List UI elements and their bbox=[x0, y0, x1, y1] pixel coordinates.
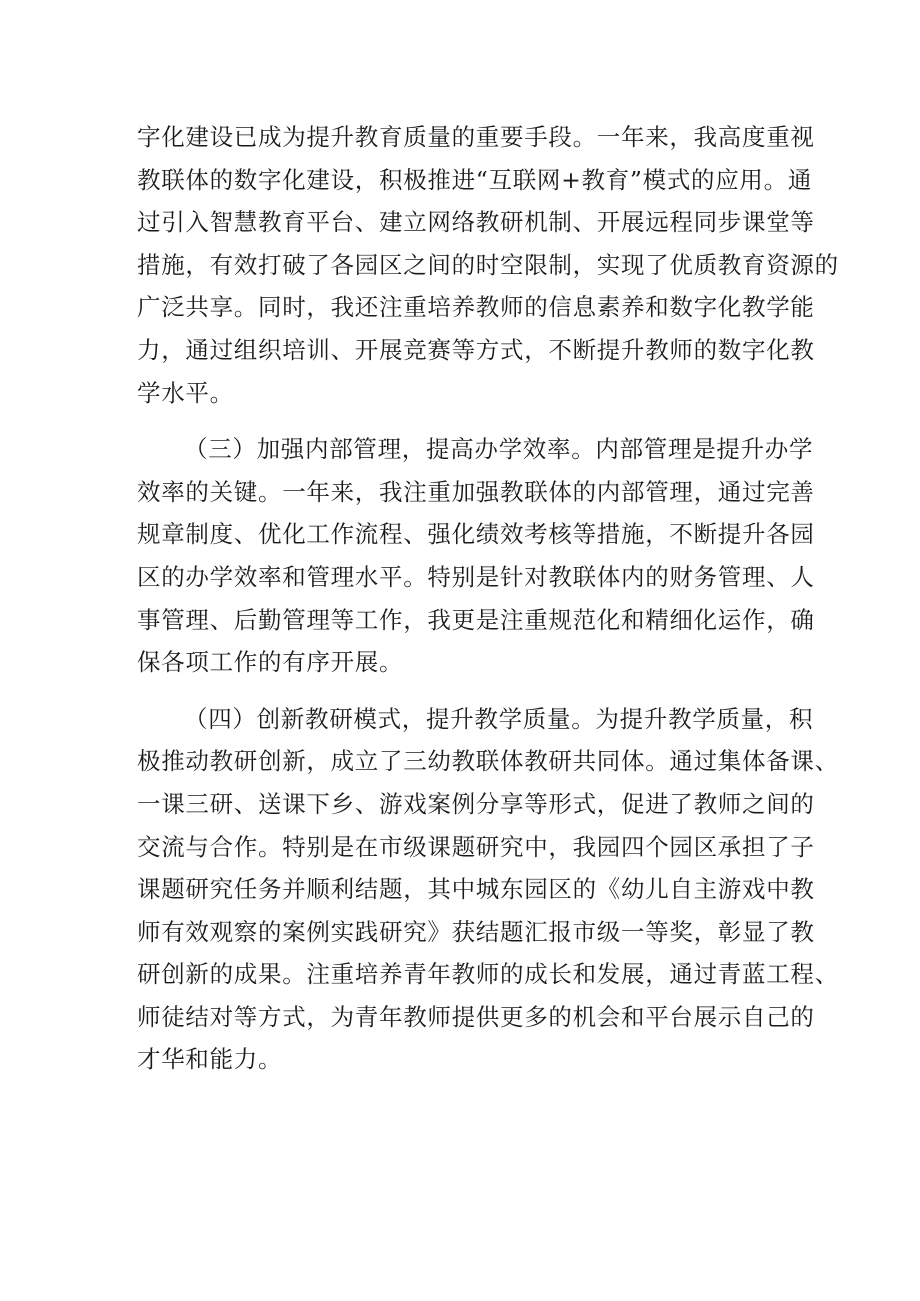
text-line: 保各项工作的有序开展。 bbox=[137, 648, 404, 677]
text-line: 交流与合作。特别是在市级课题研究中，我园四个园区承担了子 bbox=[137, 832, 815, 861]
paragraph-internal-management bbox=[137, 428, 815, 684]
text-line: （四）创新教研模式，提升教学质量。为提升教学质量，积 bbox=[184, 704, 814, 733]
text-line: 教联体的数字化建设，积极推进“互联网+教育”模式的应用。通 bbox=[137, 165, 813, 194]
text-line: 师徒结对等方式，为青年教师提供更多的机会和平台展示自己的 bbox=[137, 1002, 815, 1031]
text-line: 极推动教研创新，成立了三幼教联体教研共同体。通过集体备课、 bbox=[137, 747, 839, 776]
text-line: 效率的关键。一年来，我注重加强教联体的内部管理，通过完善 bbox=[137, 477, 815, 506]
text-line: 字化建设已成为提升教育质量的重要手段。一年来，我高度重视 bbox=[137, 123, 815, 151]
text-line: 研创新的成果。注重培养青年教师的成长和发展，通过青蓝工程、 bbox=[137, 960, 839, 989]
text-line: 一课三研、送课下乡、游戏案例分享等形式，促进了教师之间的 bbox=[137, 789, 815, 818]
paragraph-teaching-research bbox=[137, 698, 839, 1081]
text-line: 师有效观察的案例实践研究》获结题汇报市级一等奖，彰显了教 bbox=[137, 917, 815, 946]
text-line: 规章制度、优化工作流程、强化绩效考核等措施，不断提升各园 bbox=[137, 520, 815, 549]
text-line: 区的办学效率和管理水平。特别是针对教联体内的财务管理、人 bbox=[137, 562, 815, 591]
text-line: 措施，有效打破了各园区之间的时空限制，实现了优质教育资源的 bbox=[137, 250, 839, 279]
text-line: 课题研究任务并顺利结题，其中城东园区的《幼儿自主游戏中教 bbox=[137, 875, 815, 904]
text-line: 事管理、后勤管理等工作，我更是注重规范化和精细化运作，确 bbox=[137, 605, 815, 634]
text-line: 学水平。 bbox=[137, 378, 234, 407]
paragraph-digitalization bbox=[137, 116, 839, 414]
text-line: 才华和能力。 bbox=[137, 1045, 283, 1074]
text-line: 过引入智慧教育平台、建立网络教研机制、开展远程同步课堂等 bbox=[137, 208, 815, 237]
text-line: 力，通过组织培训、开展竞赛等方式，不断提升教师的数字化教 bbox=[137, 335, 815, 364]
document-body bbox=[137, 116, 839, 1081]
text-line: （三）加强内部管理，提高办学效率。内部管理是提升办学 bbox=[184, 435, 814, 464]
text-line: 广泛共享。同时，我还注重培养教师的信息素养和数字化教学能 bbox=[137, 293, 815, 322]
